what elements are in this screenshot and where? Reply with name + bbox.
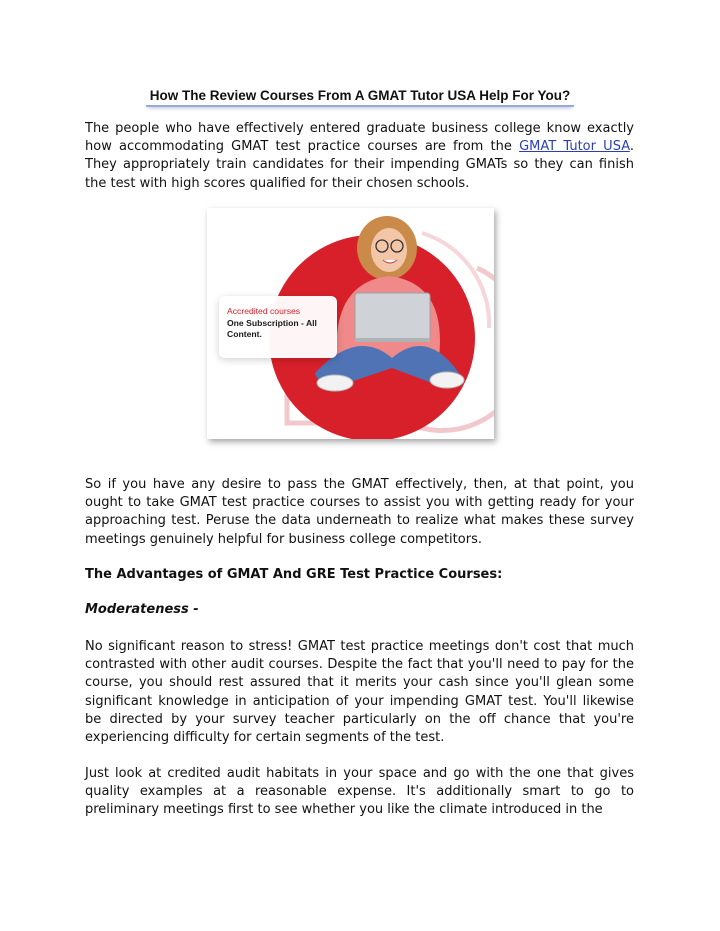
intro-paragraph — [85, 120, 634, 193]
shoe-right — [430, 372, 464, 388]
laptop — [355, 293, 430, 341]
paragraph-3: No significant reason to stress! GMAT test practice meetings don't cost that much contrasted with other audit courses. Despite the fact that you'll need to pay for the course, you should rest assured that it merits your cash since you'll glean some significant knowledge in anticipation of your impending GMAT test. You'll likewise be directed by your survey teacher particularly on the off chance that you're experiencing difficulty for certain segments of the test. — [85, 639, 634, 746]
page-title: How The Review Courses From A GMAT Tutor USA Help For You? — [146, 88, 575, 107]
accredited-courses-card — [219, 296, 337, 358]
paragraph-2: So if you have any desire to pass the GMAT effectively, then, at that point, you ought to take GMAT test practice courses to assist you with getting ready for your approaching test. Peruse the data underneath to realize what makes these survey meetings genuinely helpful for business college competitors. — [85, 477, 634, 547]
heading-advantages: The Advantages of GMAT And GRE Test Practice Courses: — [85, 567, 503, 582]
shoe-left — [317, 375, 353, 391]
hero-image — [207, 208, 494, 439]
paragraph-4: Just look at credited audit habitats in your space and go with the one that gives quality examples at a reasonable expense. It's additionally smart to go to preliminary meetings first to see whether you like the climate introduced in the — [85, 766, 634, 818]
intro-text-after: . They appropriately train candidates for their impending GMATs so they can finish the test with high scores qualified for their chosen schools. — [85, 139, 634, 191]
intro-text-before: The people who have effectively entered graduate business college know exactly how accommodating GMAT test practice courses are from the — [85, 121, 634, 155]
gmat-tutor-usa-link[interactable]: GMAT Tutor USA — [519, 139, 630, 155]
card-title: Accredited courses — [227, 306, 301, 316]
title-wrap — [0, 85, 720, 107]
card-subtitle: One Subscription - All Content. — [227, 318, 317, 339]
heading-moderateness: Moderateness - — [85, 602, 199, 617]
laptop-base — [355, 338, 430, 342]
